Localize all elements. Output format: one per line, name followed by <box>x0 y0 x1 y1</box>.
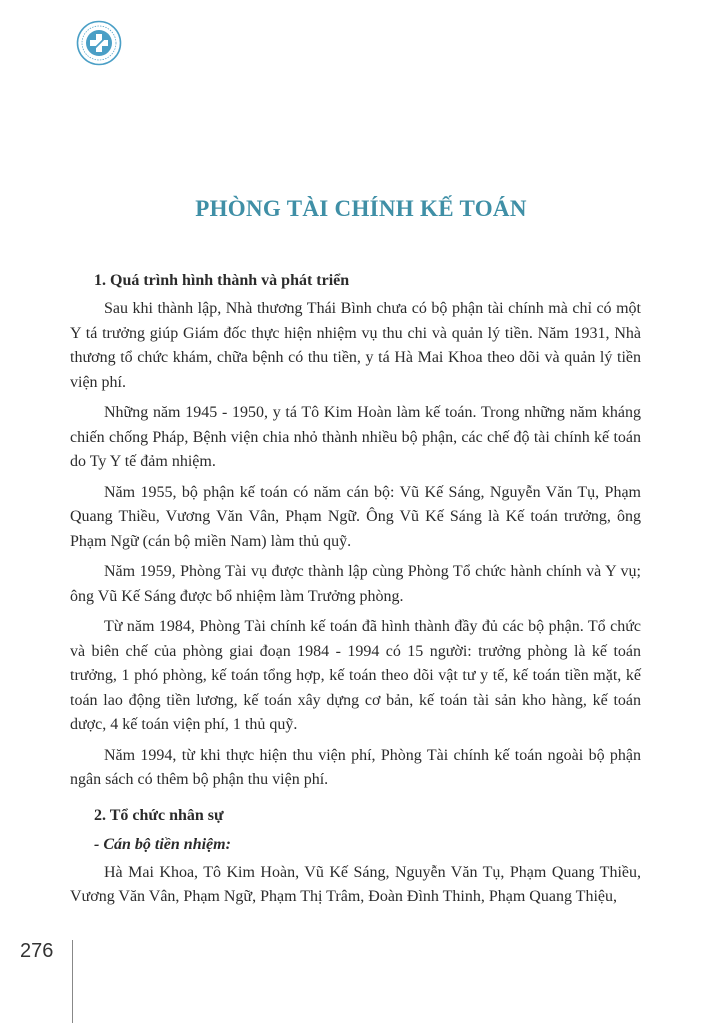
paragraph: Những năm 1945 - 1950, y tá Tô Kim Hoàn làm kế toán. Trong những năm kháng chiến chống Pháp, Bệnh viện chia nhỏ thành nhiều bộ phận, các chế độ tài chính kế toán do Ty Y tế đảm nhiệm. <box>70 404 641 470</box>
subheading: - Cán bộ tiền nhiệm: <box>94 835 231 853</box>
paragraph: Sau khi thành lập, Nhà thương Thái Bình chưa có bộ phận tài chính mà chỉ có một Y tá trưởng giúp Giám đốc thực hiện nhiệm vụ thu chi và quản lý tiền. Năm 1931, Nhà thương tổ chức khám, chữa bệnh có thu tiền, y tá Hà Mai Khoa theo dõi và quản lý tiền viện phí. <box>70 300 641 391</box>
paragraph: Hà Mai Khoa, Tô Kim Hoàn, Vũ Kế Sáng, Nguyễn Văn Tụ, Phạm Quang Thiều, Vương Văn Vân, Phạm Ngữ, Phạm Thị Trâm, Đoàn Đình Thinh, Phạm Quang Thiệu, <box>70 863 641 905</box>
document-body <box>70 268 641 916</box>
page-number: 276 <box>20 940 54 962</box>
page-title: PHÒNG TÀI CHÍNH KẾ TOÁN <box>195 196 527 221</box>
section-heading-2: 2. Tổ chức nhân sự <box>94 806 224 824</box>
paragraph: Năm 1955, bộ phận kế toán có năm cán bộ: Vũ Kế Sáng, Nguyễn Văn Tụ, Phạm Quang Thiều, Vương Văn Vân, Phạm Ngữ. Ông Vũ Kế Sáng là Kế toán trưởng, ông Phạm Ngữ (cán bộ miền Nam) làm thủ quỹ. <box>70 483 641 550</box>
paragraph: Từ năm 1984, Phòng Tài chính kế toán đã hình thành đầy đủ các bộ phận. Tổ chức và biên chế của phòng giai đoạn 1984 - 1994 có 15 người: trưởng phòng là kế toán trưởng, 1 phó phòng, kế toán tổng hợp, kế toán theo dõi vật tư y tế, kế toán tiền mặt, kế toán lao động tiền lương, kế toán xây dựng cơ bản, kế toán tài sản kho hàng, kế toán dược, 4 kế toán viện phí, 1 thủ quỹ. <box>70 618 641 733</box>
paragraph: Năm 1994, từ khi thực hiện thu viện phí, Phòng Tài chính kế toán ngoài bộ phận ngân sách có thêm bộ phận thu viện phí. <box>70 746 641 788</box>
section-heading-1: 1. Quá trình hình thành và phát triển <box>94 272 350 289</box>
hospital-logo-icon <box>76 20 122 66</box>
margin-divider <box>72 940 73 1023</box>
paragraph: Năm 1959, Phòng Tài vụ được thành lập cùng Phòng Tổ chức hành chính và Y vụ; ông Vũ Kế Sáng được bổ nhiệm làm Trưởng phòng. <box>70 563 641 605</box>
